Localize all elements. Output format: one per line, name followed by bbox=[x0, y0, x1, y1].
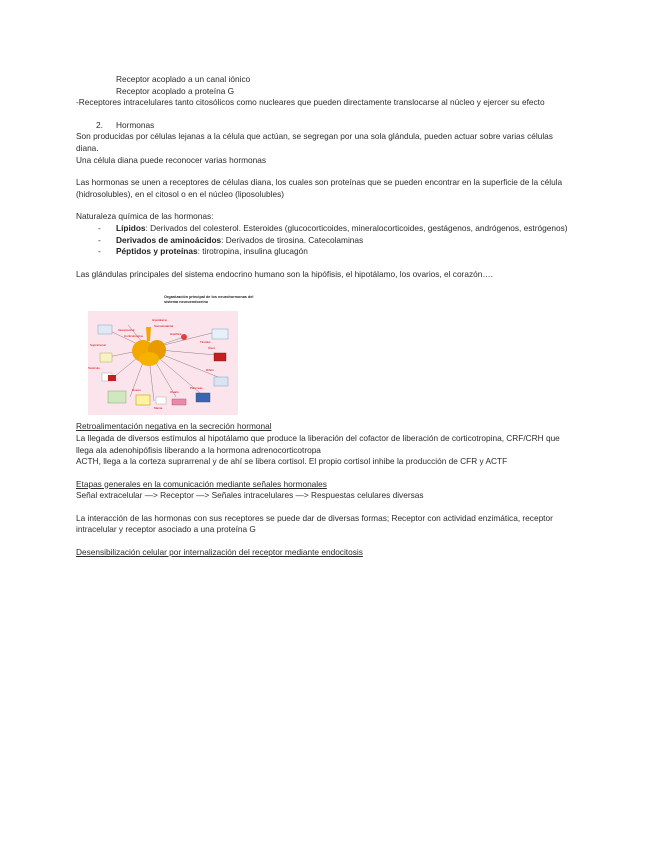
figure-label: Tiroides bbox=[200, 340, 211, 345]
list-item bbox=[76, 246, 576, 258]
figure-label: Corticotropina bbox=[124, 334, 143, 339]
figure-label: Ovario bbox=[170, 390, 179, 395]
document-page bbox=[76, 74, 576, 559]
interaction-paragraph: La interacción de las hormonas con sus receptores se puede dar de diversas formas; Receptor con actividad enzimática, receptor intracelular y receptor asociado a una proteína G bbox=[76, 512, 553, 535]
stages-heading: Etapas generales en la comunicación mediante señales hormonales bbox=[76, 478, 327, 489]
list-item-bold: Derivados de aminoácidos bbox=[116, 234, 222, 245]
target-cell-note: Una célula diana puede reconocer varias hormonas bbox=[76, 154, 267, 165]
list-item-bold: Péptidos y proteínas bbox=[116, 246, 198, 257]
list-item-bold: Lípidos bbox=[116, 222, 146, 233]
receptor-item-1: Receptor acoplado a un canal iónico bbox=[116, 74, 251, 84]
stages-text: Señal extracelular —> Receptor —> Señales intracelulares —> Respuestas celulares diversas bbox=[76, 490, 424, 501]
list-item-text: : Derivados de tirosina. Catecolaminas bbox=[221, 234, 364, 245]
figure-label: Vasopresina bbox=[118, 328, 135, 333]
section-title: Hormonas bbox=[116, 119, 155, 130]
figure-label: Riñón bbox=[206, 368, 214, 373]
list-item-text: : Derivados del colesterol. Esteroides (glucocorticoides, mineralocorticoides, gestágenos, andrógenos, estrógenos) bbox=[145, 222, 568, 233]
figure-label: Mama bbox=[154, 406, 163, 411]
figure-label: Suprarrenal bbox=[90, 343, 106, 348]
figure-label: Hueso bbox=[132, 388, 141, 393]
feedback-paragraph-2: ACTH, llega a la corteza suprarrenal y de ahí se libera cortisol. El propio cortisol inhibe la producción de CFR y ACTF bbox=[76, 456, 508, 467]
figure-label: Páncreas bbox=[190, 386, 203, 391]
endocrine-diagram-graphic bbox=[88, 297, 238, 417]
chemical-nature-heading: Naturaleza química de las hormonas: bbox=[76, 211, 214, 222]
figure-label: Hipófisis bbox=[170, 332, 182, 337]
figure-label: Testículo bbox=[88, 366, 100, 371]
section-heading-hormonas bbox=[76, 120, 576, 132]
intracellular-note: -Receptores intracelulares tanto citosólicos como nucleares que pueden directamente translocarse al núcleo y ejercer su efecto bbox=[76, 97, 545, 108]
glands-paragraph: Las glándulas principales del sistema endocrino humano son la hipófisis, el hipotálamo, los ovarios, el corazón…. bbox=[76, 268, 493, 279]
figure-label: Hipotálamo bbox=[152, 318, 168, 323]
figure-title: Organización principal de los neurohormonas del sistema neuroendocrino bbox=[164, 295, 254, 305]
feedback-paragraph-1: La llegada de diversos estímulos al hipotálamo que produce la liberación del cofactor de liberación de corticotropina, CRF/CRH que llega ala adenohipófisis liberando a la hormona adrenocorticotropa bbox=[76, 432, 560, 455]
receptor-item-2: Receptor acoplado a proteína G bbox=[116, 85, 235, 96]
list-item bbox=[76, 223, 576, 235]
figure-label: Útero bbox=[208, 346, 216, 351]
endocrine-diagram bbox=[88, 295, 254, 417]
feedback-heading: Retroalimentación negativa en la secreción hormonal bbox=[76, 421, 272, 432]
binding-paragraph: Las hormonas se unen a receptores de células diana, los cuales son proteínas que se pueden encontrar en la superficie de la célula (hidrosolubles), en el citosol o en el núcleo (liposolubles) bbox=[76, 177, 563, 199]
list-item-text: : tirotropina, insulina glucagón bbox=[197, 246, 308, 257]
desensitization-heading: Desensibilización celular por internalización del receptor mediante endocitosis bbox=[76, 547, 363, 558]
figure-label: Somatostatina bbox=[154, 324, 174, 329]
section-number: 2. bbox=[96, 119, 103, 130]
chemical-nature-list bbox=[76, 223, 576, 258]
list-item bbox=[76, 235, 576, 247]
hormones-definition: Son producidas por células lejanas a la célula que actúan, se segregan por una sola glándula, pueden actuar sobre varias células diana. bbox=[76, 131, 553, 153]
